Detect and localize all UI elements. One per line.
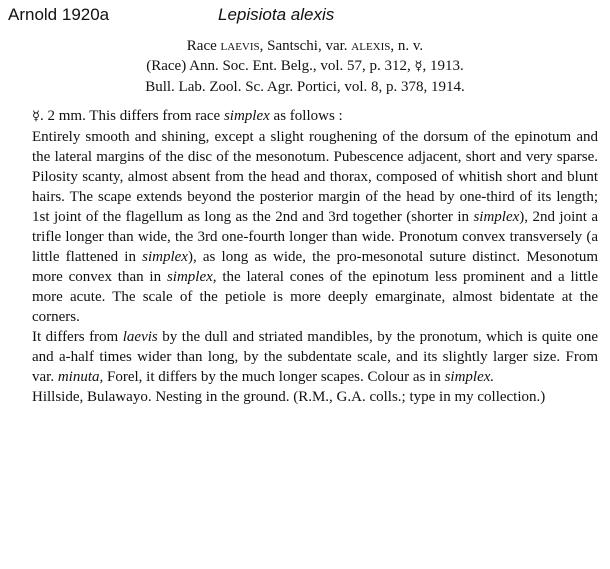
citation-race-prefix: Race bbox=[186, 38, 221, 54]
citation-line-3: Bull. Lab. Zool. Sc. Agr. Portici, vol. 8, p. 378, 1914. bbox=[145, 79, 465, 95]
p2-italic-b: minuta, bbox=[57, 369, 104, 385]
citation-new-var: , n. v. bbox=[390, 38, 424, 54]
p1-text-d: the lateral cones of the epinotum less prominent and a little more acute. The scale of the petiole is more deeply emarginate, almost bidentate at the corners. bbox=[32, 269, 598, 325]
header-taxon-name: Lepisiota alexis bbox=[218, 5, 335, 24]
description-paragraph-3: Hillside, Bulawayo. Nesting in the ground. (R.M., G.A. colls.; type in my collection.) bbox=[32, 389, 546, 405]
p1-text-a: Entirely smooth and shining, except a slight roughening of the dorsum of the epinotum and the lateral margins of the disc of the mesonotum. Pubescence adjacent, short and very sparse. Pilosity scanty, almost absent from the head and thorax, composed of whitish short and blunt hairs. The scape extends beyond the posterior margin of the head by one-third of its length; 1st joint of the flagellum as long as the 2nd and 3rd together (shorter in bbox=[32, 129, 598, 225]
worker-symbol-icon: ☿ bbox=[414, 59, 423, 74]
description-paragraph-2 bbox=[32, 327, 598, 387]
p2-italic-c: simplex. bbox=[444, 369, 495, 385]
description-body bbox=[32, 106, 598, 407]
p1-lead-end: as follows : bbox=[269, 108, 343, 124]
header-author-year: Arnold 1920a bbox=[8, 5, 110, 24]
p2-text-c: Forel, it differs by the much longer scapes. Colour as in bbox=[103, 369, 445, 385]
p1-lead: . 2 mm. This differs from race bbox=[39, 108, 224, 124]
worker-symbol-icon: ☿ bbox=[32, 109, 40, 124]
citation-year-1913: , 1913. bbox=[422, 58, 464, 74]
citation-line-2 bbox=[0, 56, 610, 77]
p2-text-b: by the dull and striated mandibles, by the pronotum, which is quite one and a-half times wider than long, by the subdentate scale, and its slightly larger size. From var. bbox=[32, 329, 599, 385]
citation-ann-soc-ref: (Race) Ann. Soc. Ent. Belg., vol. 57, p. 312, bbox=[146, 58, 415, 74]
p1-italic-a: simplex bbox=[473, 209, 520, 225]
p1-italic-c: simplex, bbox=[166, 269, 217, 285]
p2-text-a: It differs from bbox=[32, 329, 123, 345]
citation-line-1 bbox=[0, 36, 610, 56]
citation-block bbox=[0, 36, 610, 97]
p1-text-c: ), as long as wide, the pro-mesonotal suture distinct. Mesonotum more convex than in bbox=[32, 249, 598, 285]
citation-taxon-alexis: alexis bbox=[351, 38, 391, 54]
citation-author-var: , Santschi, var. bbox=[259, 38, 352, 54]
p1-italic-b: simplex bbox=[142, 249, 188, 265]
p2-italic-a: laevis bbox=[122, 329, 158, 345]
p1-text-b: ), 2nd joint a trifle longer than wide, the 3rd one-fourth longer than wide. Pronotum convex transversely (a little flattened in bbox=[32, 209, 599, 265]
citation-taxon-laevis: laevis bbox=[220, 38, 260, 54]
description-paragraph-1 bbox=[32, 106, 598, 327]
p1-lead-italic: simplex bbox=[223, 108, 270, 124]
